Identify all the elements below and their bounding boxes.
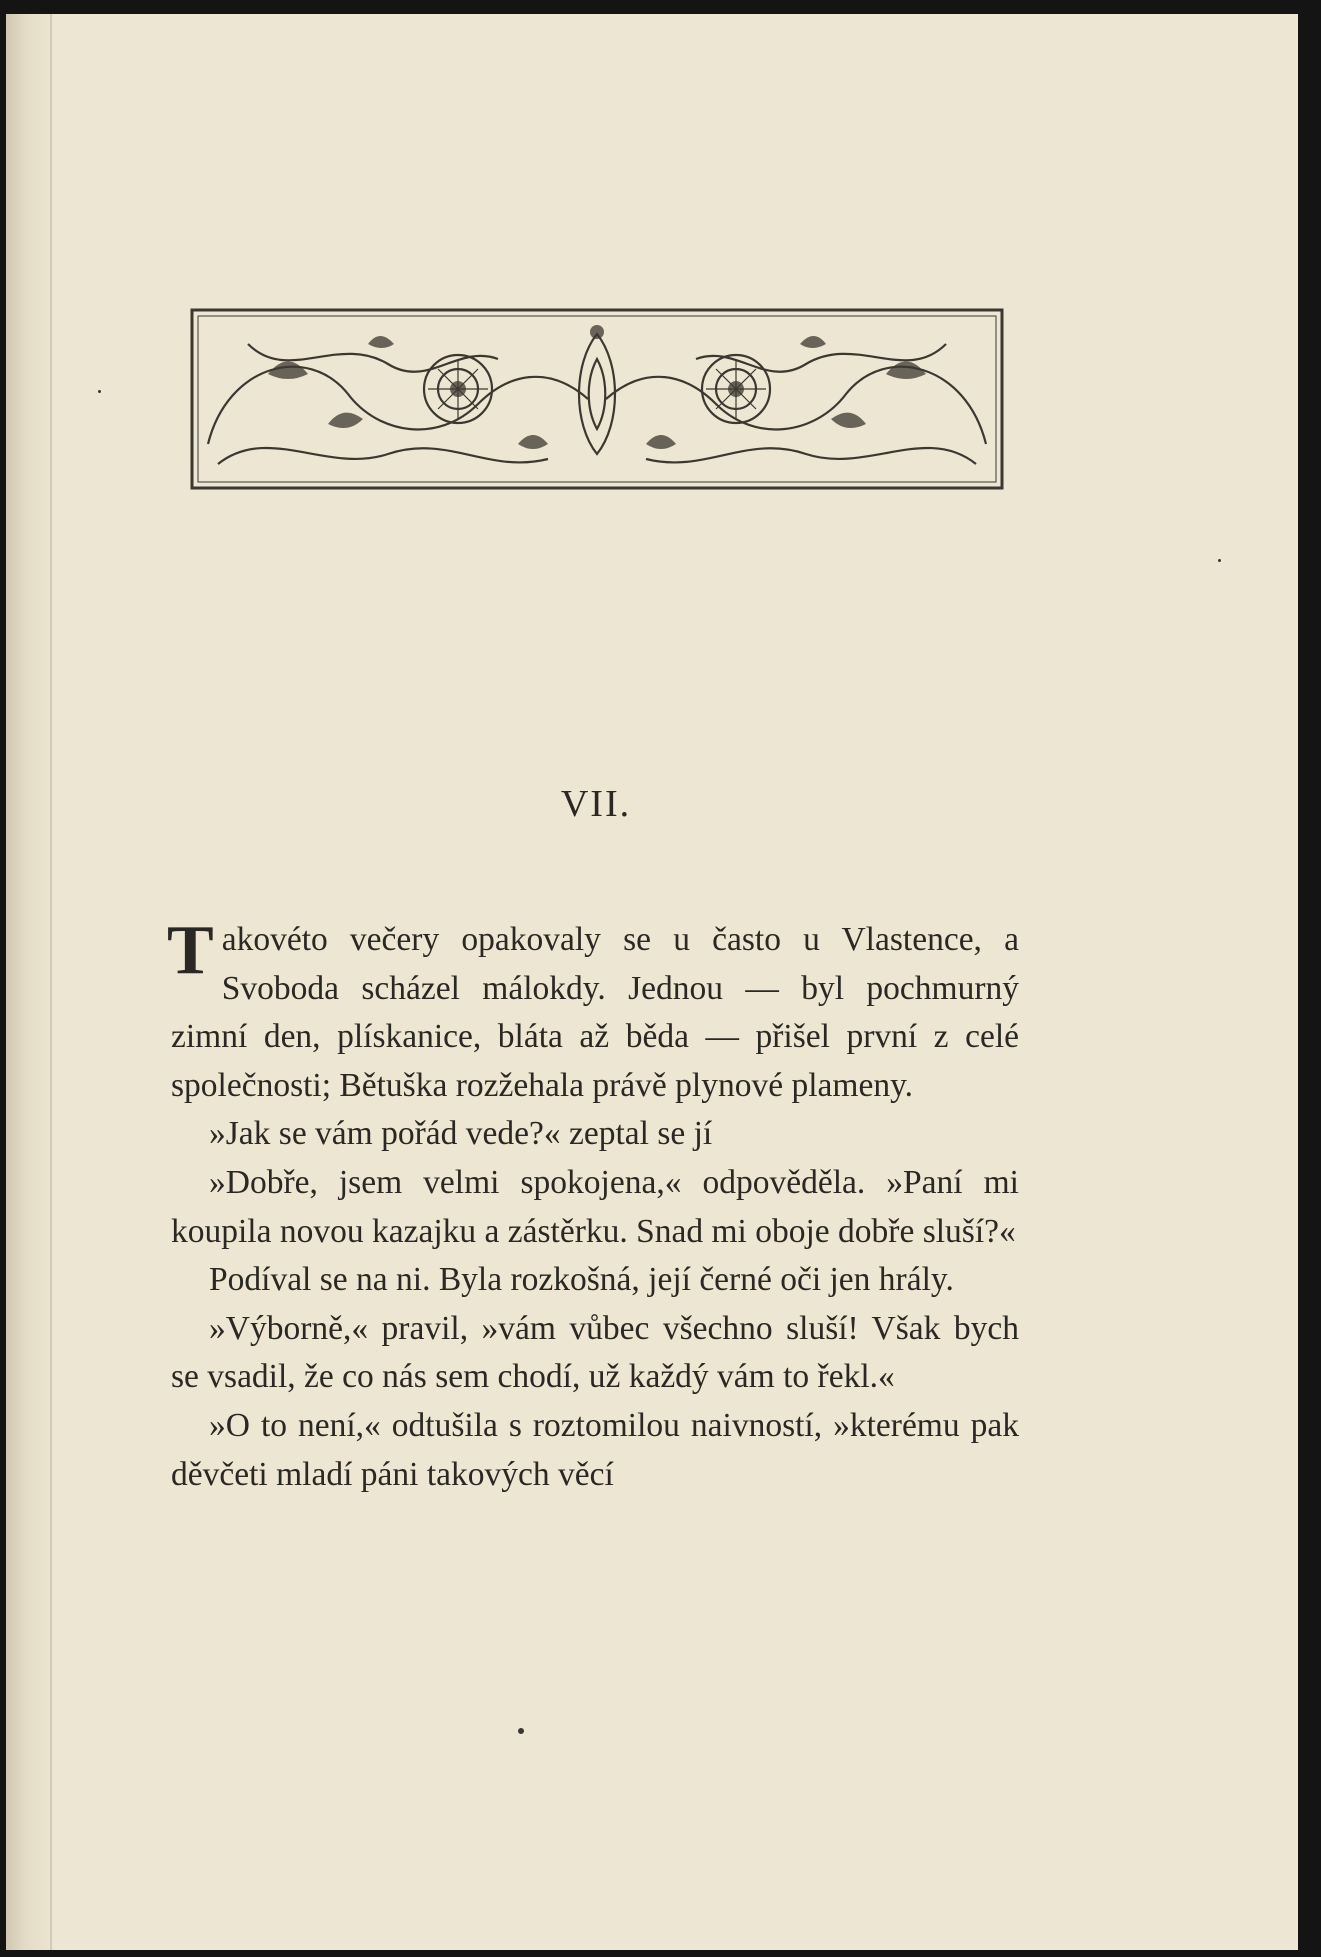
paragraph: »Jak se vám pořád vede?« zeptal se jí — [209, 1115, 713, 1153]
paragraph — [167, 912, 1019, 1110]
floral-ornament-icon — [188, 304, 1006, 494]
ink-speck — [518, 1728, 524, 1734]
book-page — [6, 14, 1298, 1950]
paragraph: »Dobře, jsem velmi spokojena,« odpověděla. »Paní mi koupila novou kazajku a zástěrku. Snad mi oboje dobře sluší?« — [171, 1163, 1019, 1250]
gutter-shadow — [6, 14, 56, 1950]
paragraph: »Výborně,« pravil, »vám vůbec všechno sluší! Však bych se vsadil, že co nás sem chodí, už každý vám to řekl.« — [171, 1309, 1019, 1396]
chapter-title: VII. — [560, 783, 632, 825]
gutter-line — [50, 14, 52, 1950]
paragraph-text: akovéto večery opakovaly se u často u Vlastence, a Svoboda scházel málokdy. Jednou — byl pochmurný zimní den, plískanice, bláta až běda — přišel první z celé společnosti; Bětuška rozžehala právě plynové plameny. — [171, 921, 1019, 1104]
drop-cap: T — [167, 912, 214, 989]
paragraph: Podíval se na ni. Byla rozkošná, její černé oči jen hrály. — [209, 1261, 954, 1299]
paragraph: »O to není,« odtušila s roztomilou naivností, »kterému pak děvčeti mladí páni takových věcí — [171, 1406, 1019, 1493]
ink-speck — [98, 390, 101, 393]
body-text — [167, 912, 1019, 1499]
ink-speck — [1218, 559, 1221, 562]
